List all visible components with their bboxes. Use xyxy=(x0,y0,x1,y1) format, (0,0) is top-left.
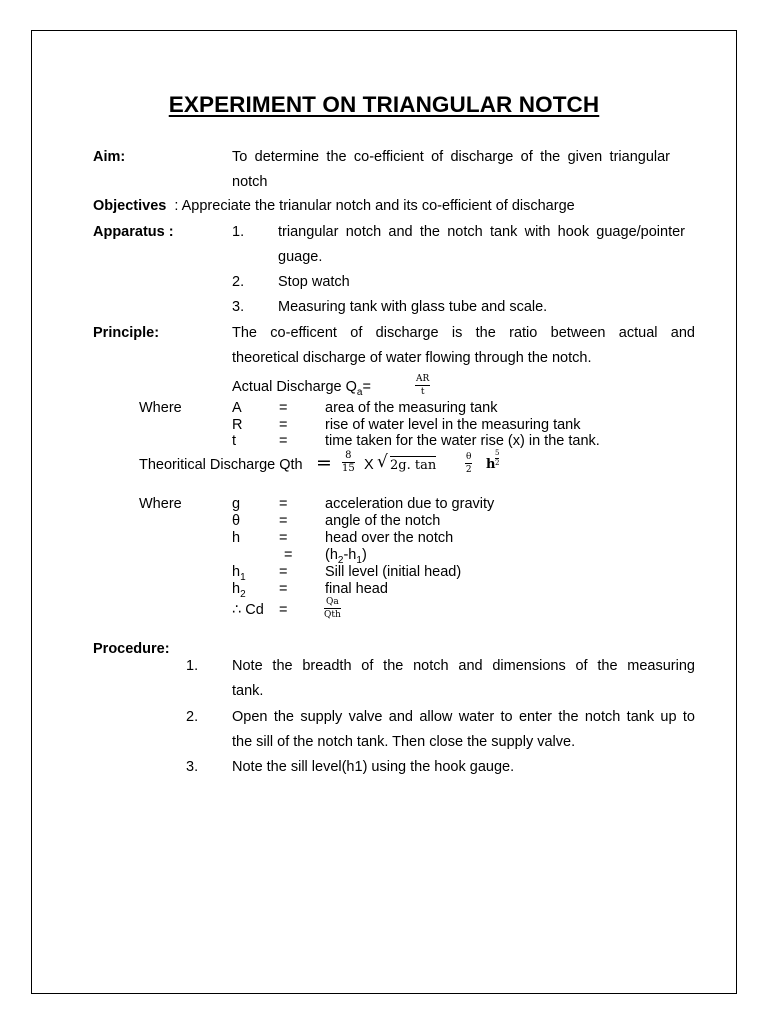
apparatus-label: Apparatus : xyxy=(93,224,174,240)
symbol-h1: $h_1$ xyxy=(232,564,246,583)
definition-t: time taken for the water rise (x) in the tank. xyxy=(325,433,600,449)
definition-g: acceleration due to gravity xyxy=(325,496,495,512)
h-difference-expression: $(h_2-h_1)$ xyxy=(325,547,367,566)
equals-t: = xyxy=(279,433,288,449)
symbol-g: g xyxy=(232,496,241,512)
fraction-8-15: $\frac{8}{15}$ xyxy=(342,450,355,474)
equals-g: = xyxy=(279,496,288,512)
fraction-theta-2: $\frac{\theta}{2}$ xyxy=(465,452,472,475)
apparatus-num-1: 1. xyxy=(232,224,245,240)
sqrt-sign: √ xyxy=(377,452,388,472)
apparatus-item-1-line2: guage. xyxy=(278,249,323,265)
symbol-cd: ∴ Cd xyxy=(232,602,264,618)
equals-cd: = xyxy=(279,602,288,618)
equals-h1: = xyxy=(279,564,288,580)
aim-text-line2: notch xyxy=(232,174,268,190)
apparatus-num-3: 3. xyxy=(232,299,245,315)
equals-R: = xyxy=(279,417,288,433)
equals-A: = xyxy=(279,400,288,416)
procedure-label: Procedure: xyxy=(93,641,170,657)
apparatus-num-2: 2. xyxy=(232,274,245,290)
procedure-step-2-line1: Open the supply valve and allow water to enter the notch tank up to xyxy=(232,709,695,725)
exponent-5-2: $\frac{5}{2}$ xyxy=(495,449,500,467)
apparatus-item-3: Measuring tank with glass tube and scale. xyxy=(278,299,548,315)
objectives-text: : Appreciate the trianular notch and its co-efficient of discharge xyxy=(174,198,575,214)
page-border xyxy=(31,30,737,994)
objectives-label: Objectives xyxy=(93,198,167,214)
theoretical-equals: = xyxy=(316,452,332,474)
principle-text-line1: The co-efficent of discharge is the ratio between actual and xyxy=(232,325,695,341)
procedure-num-3: 3. xyxy=(186,759,199,775)
symbol-A: A xyxy=(232,400,242,416)
aim-label: Aim: xyxy=(93,149,126,165)
definition-A: area of the measuring tank xyxy=(325,400,498,416)
definition-h: head over the notch xyxy=(325,530,454,546)
symbol-h2: $h_2$ xyxy=(232,581,246,600)
principle-label: Principle: xyxy=(93,325,160,341)
definition-h1: Sill level (initial head) xyxy=(325,564,462,580)
equals-h-difference: = xyxy=(284,547,293,563)
head-symbol: h xyxy=(486,457,496,472)
where-label-2: Where xyxy=(139,496,182,512)
objectives-row xyxy=(93,198,575,214)
equals-h2: = xyxy=(279,581,288,597)
procedure-step-1-line2: tank. xyxy=(232,683,264,699)
where-label-1: Where xyxy=(139,400,182,416)
theoretical-discharge-label: Theoritical Discharge Qth xyxy=(139,457,303,473)
procedure-num-1: 1. xyxy=(186,658,199,674)
symbol-theta: θ xyxy=(232,513,241,529)
procedure-step-3: Note the sill level(h1) using the hook gauge. xyxy=(232,759,515,775)
equals-h: = xyxy=(279,530,288,546)
definition-h2: final head xyxy=(325,581,388,597)
times-sign: X xyxy=(364,457,374,473)
principle-text-line2: theoretical discharge of water flowing through the notch. xyxy=(232,350,592,366)
page-title: EXPERIMENT ON TRIANGULAR NOTCH xyxy=(168,92,600,117)
definition-theta: angle of the notch xyxy=(325,513,441,529)
equals-theta: = xyxy=(279,513,288,529)
symbol-t: t xyxy=(232,433,237,449)
apparatus-item-1-line1: triangular notch and the notch tank with hook guage/pointer xyxy=(278,224,685,240)
procedure-step-1-line1: Note the breadth of the notch and dimensions of the measuring xyxy=(232,658,695,674)
actual-discharge-label: Actual Discharge $Q_a=$ xyxy=(232,379,371,398)
fraction-qa-qth: Qa Qth xyxy=(324,597,341,620)
symbol-R: R xyxy=(232,417,243,433)
aim-text-line1: To determine the co-efficient of discharge of the given triangular xyxy=(232,149,670,165)
apparatus-item-2: Stop watch xyxy=(278,274,350,290)
sqrt-radicand: 2g. tan xyxy=(390,458,437,473)
definition-R: rise of water level in the measuring tank xyxy=(325,417,581,433)
procedure-num-2: 2. xyxy=(186,709,199,725)
procedure-step-2-line2: the sill of the notch tank. Then close the supply valve. xyxy=(232,734,576,750)
actual-discharge-fraction: $\frac{AR}{t}$ xyxy=(416,374,430,397)
symbol-h: h xyxy=(232,530,241,546)
